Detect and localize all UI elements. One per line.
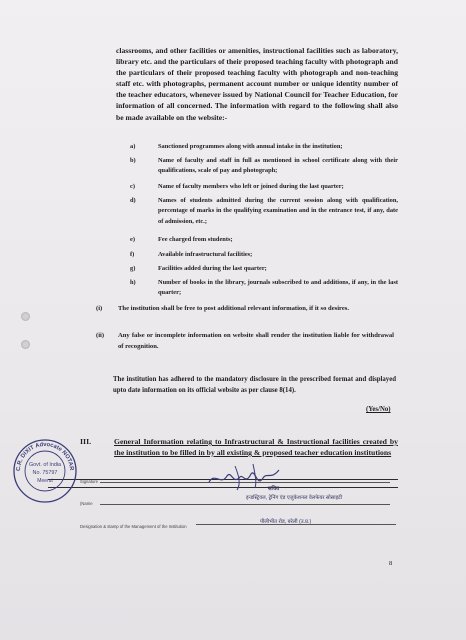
intro-paragraph: classrooms, and other facilities or amenities, instructional facilities such as laboratory, library etc. and the particulars of their proposed teaching faculty with photograph and the particulars of their proposed teaching faculty with photograph and non-teaching staff etc. with photographs, permanent account number or unique identity number of the teacher educators, whenever issued by National Council for Teacher Education, for information of all concerned. The information with regard to the following shall also be made available on the website:- [116, 46, 398, 122]
list-item-label: e) [130, 236, 135, 243]
seal-registration: No. 75797 [32, 470, 58, 476]
punch-hole [21, 312, 30, 321]
list-item-label: d) [130, 197, 136, 204]
list-item-text: Names of students admitted during the current session along with qualification, percentage of marks in the qualifying examination and in the entrance test, if any, date of admission, etc.; [158, 197, 398, 225]
list-item-text: Available infrastructural facilities; [158, 251, 253, 258]
yes-no-answer: (Yes/No) [366, 406, 391, 413]
name-line [100, 504, 390, 505]
stamp-title: सचिव [268, 486, 280, 492]
list-item-label: f) [130, 251, 135, 258]
list-item-label: a) [130, 143, 136, 150]
list-item-label: g) [130, 265, 136, 272]
section-number: III. [80, 437, 92, 446]
list-item-text: Name of faculty and staff in full as mentioned in school certificate along with their qualifications, scale of pay and photograph; [158, 157, 398, 175]
list-item-text: Name of faculty members who left or joined during the last quarter; [158, 183, 344, 190]
signature-label: Signature [80, 479, 98, 484]
list-item-label: b) [130, 157, 136, 164]
list-item-label: c) [130, 183, 135, 190]
adherence-statement: The institution has adhered to the mandatory disclosure in the prescribed format and displayed upto date information on its official website as per clause 8(14). [113, 376, 396, 394]
notary-seal [12, 438, 78, 504]
clause-label: (ii) [96, 332, 105, 339]
clause-label: (i) [96, 305, 103, 312]
seal-place: Meerut [37, 478, 53, 484]
list-item-text: Number of books in the library, journals subscribed to and additions, if any, in the last quarter; [158, 279, 398, 297]
list-item-text: Sanctioned programmes along with annual intake in the institution; [158, 143, 343, 150]
clause-text: The institution shall be free to post additional relevant information, if it so desires. [118, 305, 349, 312]
clause-text: Any false or incomplete information on website shall render the institution liable for withdrawal of recognition. [118, 332, 394, 350]
page-number: 8 [389, 560, 393, 567]
list-item-text: Fee charged from students; [158, 236, 233, 243]
seal-outer-text: C.R. DIXIT Advocate NOTAR [15, 441, 75, 472]
list-item-text: Facilities added during the last quarter; [158, 265, 267, 272]
name-label: (Name [80, 501, 93, 506]
punch-hole [21, 340, 30, 349]
designation-label: Designation & stamp of the Management of the Institution [80, 524, 187, 529]
stamp-address: पीलीभीत रोड, बरेली (उ.प्र.) [260, 519, 312, 525]
list-item-label: h) [130, 279, 136, 286]
section-title: General Information relating to Infrastructural & Instructional facilities created by the institution to be filled in by all existing & proposed teacher education institutions [114, 437, 398, 457]
stamp-society-name: इन्डस्ट्रियल, ट्रेनिंग एंड एजुकेशनल वेलफेयर सोसाइटी [246, 495, 343, 501]
seal-inner-text: Govt. of India [28, 462, 62, 468]
